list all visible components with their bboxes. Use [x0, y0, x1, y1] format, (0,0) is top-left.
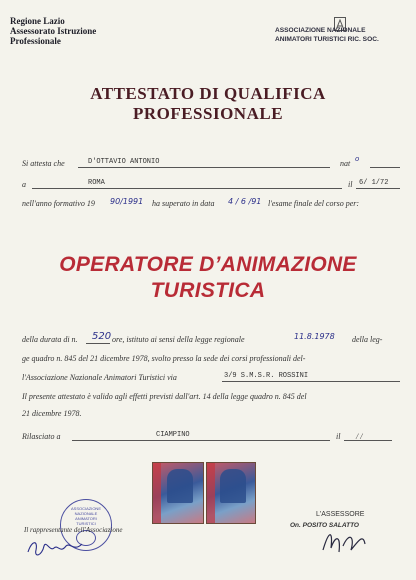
issuer-department: Assessorato Istruzione — [10, 26, 97, 36]
a-label: a — [22, 180, 26, 189]
revenue-stamp-right — [206, 462, 256, 524]
course-name-line2: TURISTICA — [150, 279, 266, 302]
body-line4: Il presente attestato è valido agli effetti previsti dall'art. 14 della legge quadro n. 845 del — [22, 392, 307, 401]
stamp-red-bar — [153, 463, 161, 523]
esame-label: l'esame finale del corso per: — [268, 199, 360, 208]
representative-label: Il rappresentante dell'Associazione — [24, 526, 123, 534]
issuer-region: Regione Lazio — [10, 16, 65, 26]
law-reference: 11.8.1978 — [294, 332, 335, 341]
nato-label: nat — [340, 159, 351, 168]
name-line — [78, 167, 330, 168]
body-line5: 21 dicembre 1978. — [22, 409, 82, 418]
birth-date-line — [356, 188, 400, 189]
hours-line — [86, 343, 110, 344]
rilasciato-line — [72, 440, 330, 441]
student-name: D'OTTAVIO ANTONIO — [88, 158, 160, 166]
association-name: ASSOCIAZIONE NAZIONALE — [275, 27, 366, 34]
line1-end: della leg- — [352, 335, 383, 344]
birth-date: 6/ 1/72 — [359, 179, 389, 187]
stamp-red-bar — [207, 463, 215, 523]
nato-line — [370, 167, 400, 168]
issue-date-line — [344, 440, 392, 441]
representative-signature-icon — [24, 534, 88, 562]
issue-place: CIAMPINO — [156, 431, 190, 439]
revenue-stamp-left — [152, 462, 204, 524]
hours-value: 520 — [92, 331, 112, 342]
course-name-line1: OPERATORE D’ANIMAZIONE — [59, 253, 357, 276]
venue-address: 3/9 S.M.S.R. ROSSINI — [224, 372, 309, 380]
seal-text: ASSOCIAZIONE NAZIONALE ANIMATORI TURISTICI — [70, 506, 101, 526]
il-label: il — [348, 180, 353, 189]
association-subtitle: ANIMATORI TURISTICI RIC. SOC. — [275, 36, 379, 43]
body-line2: ge quadro n. 845 del 21 dicembre 1978, svolto presso la sede dei corsi professionali del- — [22, 354, 306, 363]
assessore-name: On. POSITO SALATTO — [290, 522, 359, 529]
assessore-signature-icon — [319, 526, 369, 556]
si-attesta-label: Si attesta che — [22, 159, 65, 168]
venue-line — [222, 381, 400, 382]
issuer-department-2: Professionale — [10, 36, 61, 46]
place-line — [32, 188, 342, 189]
anno-value: 90/1991 — [110, 197, 144, 206]
association-block — [275, 26, 379, 44]
certificate-title: ATTESTATO DI QUALIFICA — [90, 84, 326, 103]
durata-label: della durata di n. — [22, 335, 78, 344]
issuer-block — [10, 16, 96, 46]
superato-label: ha superato in data — [152, 199, 215, 208]
issue-il-label: il — [336, 432, 341, 441]
stamp-figure — [220, 469, 246, 503]
nato-suffix: o — [355, 155, 360, 163]
durata-post: ore, istituto ai sensi della legge regionale — [112, 335, 245, 344]
rilasciato-label: Rilasciato a — [22, 432, 61, 441]
exam-date: 4 / 6 /91 — [228, 197, 262, 206]
certificate-subtitle: PROFESSIONALE — [132, 104, 284, 123]
assessore-label: L'ASSESSORE — [316, 511, 365, 518]
birth-place: ROMA — [88, 179, 105, 187]
stamp-figure — [167, 469, 193, 503]
anno-label: nell'anno formativo 19 — [22, 199, 95, 208]
issue-date: / / — [356, 432, 363, 441]
association-address-label: l'Associazione Nazionale Animatori Turistici via — [22, 373, 177, 382]
